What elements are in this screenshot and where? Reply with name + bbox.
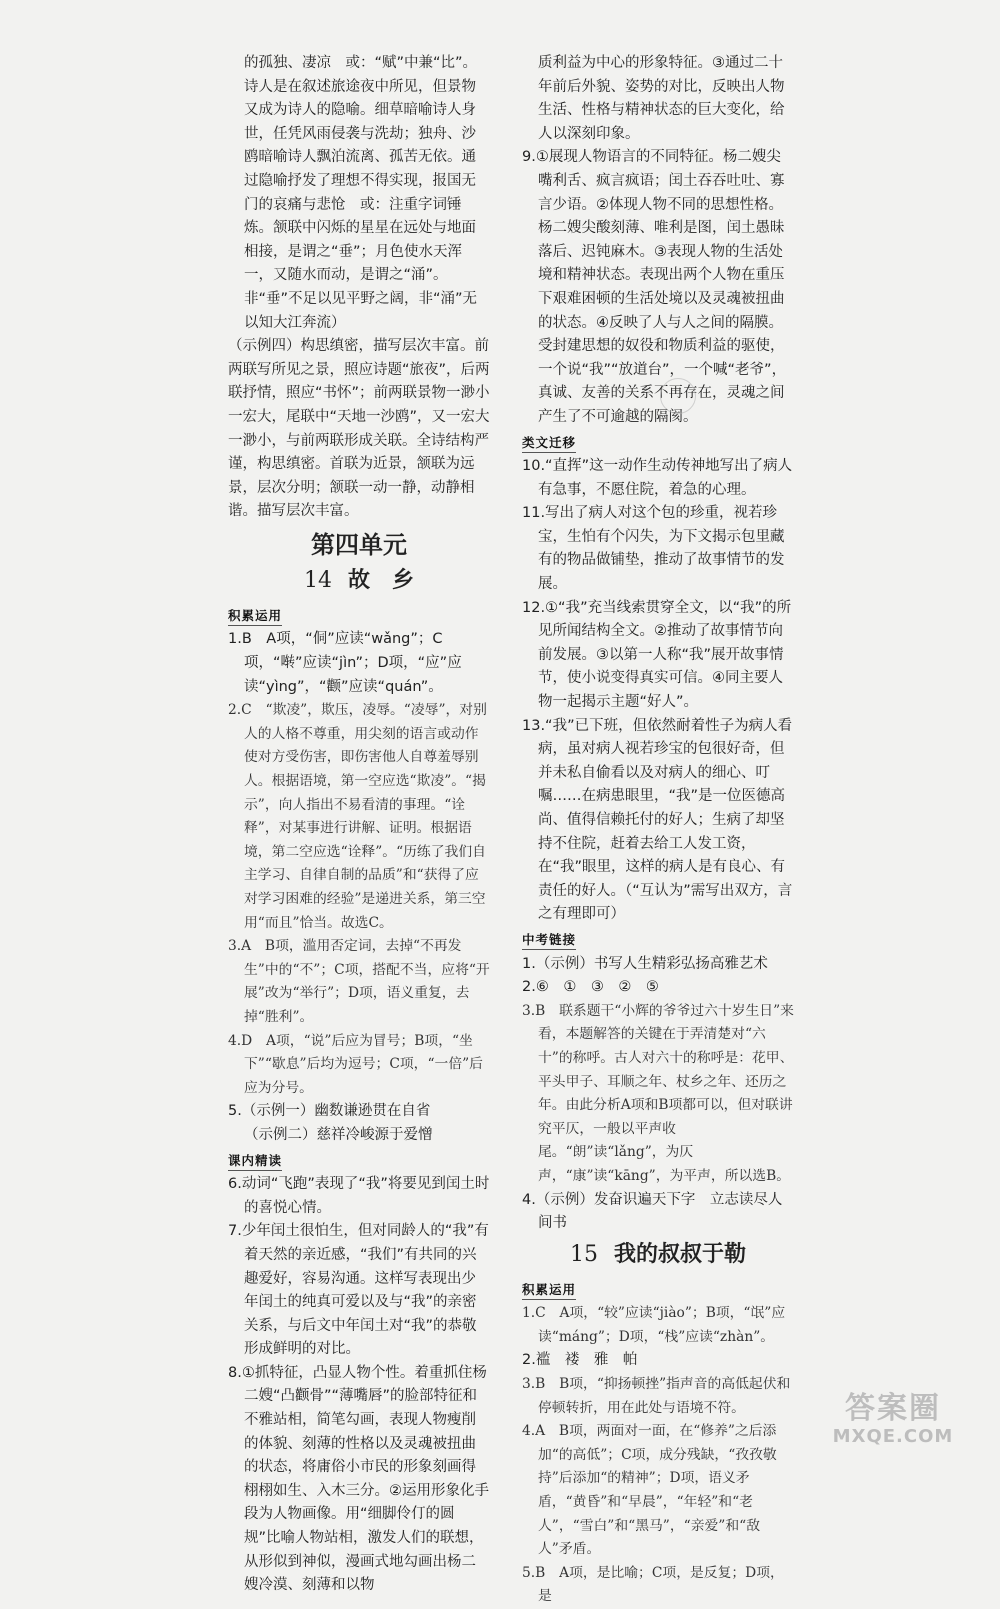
answer-item: 9.①展现人物语言的不同特征。杨二嫂尖嘴利舌、疯言疯语；闰土吞吞吐吐、寡言少语。②体现人物不同的思想性格。杨二嫂尖酸刻薄、唯利是图，闰土愚昧落后、迟钝麻木。③表现人物的生活处境和精神状态。表现出两个人物在重压下艰难困顿的生活处境以及灵魂被扭曲的状态。④反映了人与人之间的隔膜。受封建思想的奴役和物质利益的驱使，一个说“我”“放道台”，一个喊“老爷”，真诚、友善的关系不再存在，灵魂之间产生了不可逾越的隔阂。 (522, 149, 787, 425)
answer-item: 1.B A项，“侗”应读“wǎng”；C项，“啭”应读“jìn”；D项，“应”应读“yìng”，“颧”应读“quán”。 (228, 631, 462, 695)
answer-item: 8.①抓特征，凸显人物个性。着重抓住杨二嫂“凸颧骨”“薄嘴唇”的脸部特征和不雅站相，简笔勾画，表现人物瘦削的体貌、刻薄的性格以及灵魂被扭曲的状态，将庸俗小市民的形象刻画得栩栩如生、入木三分。②运用形象化手段为人物画像。用“细脚伶仃的圆规”比喻人物站相，激发人们的联想，从形似到神似，漫画式地勾画出杨二嫂冷漠、刻薄和以物 (228, 1364, 489, 1594)
section-heading: 课内精读 (228, 1152, 282, 1171)
answer-item: 11.写出了病人对这个包的珍重，视若珍宝，生怕有个闪失，为下文揭示包里藏有的物品做铺垫，推动了故事情节的发展。 (522, 505, 785, 593)
section-heading: 类文迁移 (522, 434, 576, 453)
lesson-number: 14 (303, 567, 332, 593)
watermark-url: MXQE.COM (832, 1426, 954, 1447)
answer-item: 5.B A项，是比喻；C项，是反复；D项，是 (522, 1564, 784, 1605)
site-watermark (818, 1392, 968, 1454)
answer-item: 4.A B项，两面对一面，在“修养”之后添加“的高低”；C项，成分残缺，“孜孜敬持”后添加“的精神”；D项，语义矛盾，“黄昏”和“早晨”，“年轻”和“老人”，“雪白”和“黑马”，“亲爱”和“敌人”矛盾。 (522, 1423, 777, 1558)
answer-item: 3.B B项，“抑扬顿挫”指声音的高低起伏和停顿转折，用在此处与语境不符。 (522, 1376, 791, 1416)
lesson-title (522, 1238, 794, 1271)
paragraph: 的孤独、凄凉 或：“赋”中兼“比”。诗人是在叙述旅途夜中所见，但景物又成为诗人的隐喻。细草暗喻诗人身世，任凭风雨侵袭与洗劫；独舟、沙鸥暗喻诗人飘泊流离、孤苦无依。通过隐喻抒发了理想不得实现，报国无门的哀痛与悲怆 或：注重字词锤炼。颔联中闪烁的星星在远处与地面相接，是谓之“垂”；月色使水天浑一，又随水而动，是谓之“涌”。非“垂”不足以见平野之阔，非“涌”无以知大江奔流） (244, 55, 478, 331)
left-column (228, 52, 490, 1598)
answer-item: （示例二）慈祥冷峻源于爱憎 (244, 1126, 433, 1143)
answer-item: 4.（示例）发奋识遍天下字 立志读尽人间书 (522, 1191, 783, 1232)
answer-item: 13.“我”已下班，但依然耐着性子为病人看病，虽对病人视若珍宝的包很好奇，但并未私自偷看以及对病人的细心、叮嘱……在病患眼里，“我”是一位医德高尚、值得信赖托付的好人；生病了却坚持不住院，赶着去给工人发工资，在“我”眼里，这样的病人是有良心、有责任的好人。（“互认为”需写出双方，言之有理即可） (522, 717, 793, 923)
answer-item: 2.褴 褛 雅 帕 (522, 1352, 638, 1369)
answer-item: 1.C A项，“较”应读“jiào”；B项，“氓”应读“máng”；D项，“栈”应读“zhàn”。 (522, 1305, 786, 1345)
section-heading: 积累运用 (228, 607, 282, 626)
answer-item: 6.动词“飞跑”表现了“我”将要见到闰土时的喜悦心情。 (228, 1176, 490, 1216)
answer-item: 10.“直挥”这一动作生动传神地写出了病人有急事，不愿住院，着急的心理。 (522, 458, 793, 498)
answer-item: 7.少年闰土很怕生，但对同龄人的“我”有着天然的亲近感，“我们”有共同的兴趣爱好，容易沟通。这样写表现出少年闰土的纯真可爱以及与“我”的亲密关系，与后文中年闰土对“我”的恭敬形成鲜明的对比。 (228, 1223, 489, 1358)
paragraph: 质利益为中心的形象特征。③通过二十年前后外貌、姿势的对比，反映出人物生活、性格与精神状态的巨大变化，给人以深刻印象。 (538, 55, 785, 142)
answer-item: 2.⑥ ① ③ ② ⑤ (522, 979, 659, 996)
answer-item: 1.（示例）书写人生精彩弘扬高雅艺术 (522, 955, 768, 972)
watermark-logo-text: 答案圈 (845, 1391, 941, 1426)
lesson-name: 故 乡 (347, 566, 414, 593)
lesson-name: 我的叔叔于勒 (613, 1240, 746, 1267)
paragraph: （示例四）构思缜密，描写层次丰富。前两联写所见之景，照应诗题“旅夜”，后两联抒情，照应“书怀”；前两联景物一渺小一宏大，尾联中“天地一沙鸥”，又一宏大一渺小，与前两联形成关联。全诗结构严谨，构思缜密。首联为近景，颔联为远景，层次分明；颔联一动一静，动静相谐。描写层次丰富。 (228, 338, 490, 520)
lesson-title (228, 564, 490, 597)
answer-item: 2.C “欺凌”，欺压，凌辱。“凌辱”，对别人的人格不尊重，用尖刻的语言或动作使对方受伤害，即伤害他人自尊羞辱别人。根据语境，第一空应选“欺凌”。“揭示”，向人指出不易看清的事理。“诠释”，对某事进行讲解、证明。根据语境，第二空应选“诠释”。“历练了我们自主学习、自律自制的品质”和“获得了应对学习困难的经验”是递进关系，第三空用“而且”恰当。故选C。 (228, 702, 487, 931)
faint-stamp-mark (660, 378, 696, 414)
answer-item: 3.A B项，滥用否定词，去掉“不再发生”中的“不”；C项，搭配不当，应将“开展”改为“举行”；D项，语义重复，去掉“胜利”。 (228, 938, 490, 1025)
lesson-number: 15 (569, 1241, 598, 1267)
right-column (522, 52, 794, 1609)
answer-item: 4.D A项，“说”后应为冒号；B项，“坐下”“歇息”后均为逗号；C项，“一倍”后应为分号。 (228, 1032, 483, 1096)
answer-item: 5.（示例一）幽数谦逊贯在自省 (228, 1103, 431, 1120)
section-heading: 中考链接 (522, 931, 576, 950)
section-heading: 积累运用 (522, 1281, 576, 1300)
answer-item: 12.①“我”充当线索贯穿全文，以“我”的所见所闻结构全文。②推动了故事情节向前发展。③以第一人称“我”展开故事情节，使小说变得真实可信。④同主要人物一起揭示主题“好人”。 (522, 599, 792, 711)
unit-title: 第四单元 (311, 529, 407, 559)
answer-item: 3.B 联系题干“小辉的爷爷过六十岁生日”来看，本题解答的关键在于弄清楚对“六十”的称呼。古人对六十的称呼是：花甲、平头甲子、耳顺之年、杖乡之年、还历之年。由此分析A项和B项都可以，但对联讲究平仄，一般以平声收尾。“朗”读“lǎng”，为仄声，“康”读“kāng”，为平声，所以选B。 (522, 1002, 794, 1184)
